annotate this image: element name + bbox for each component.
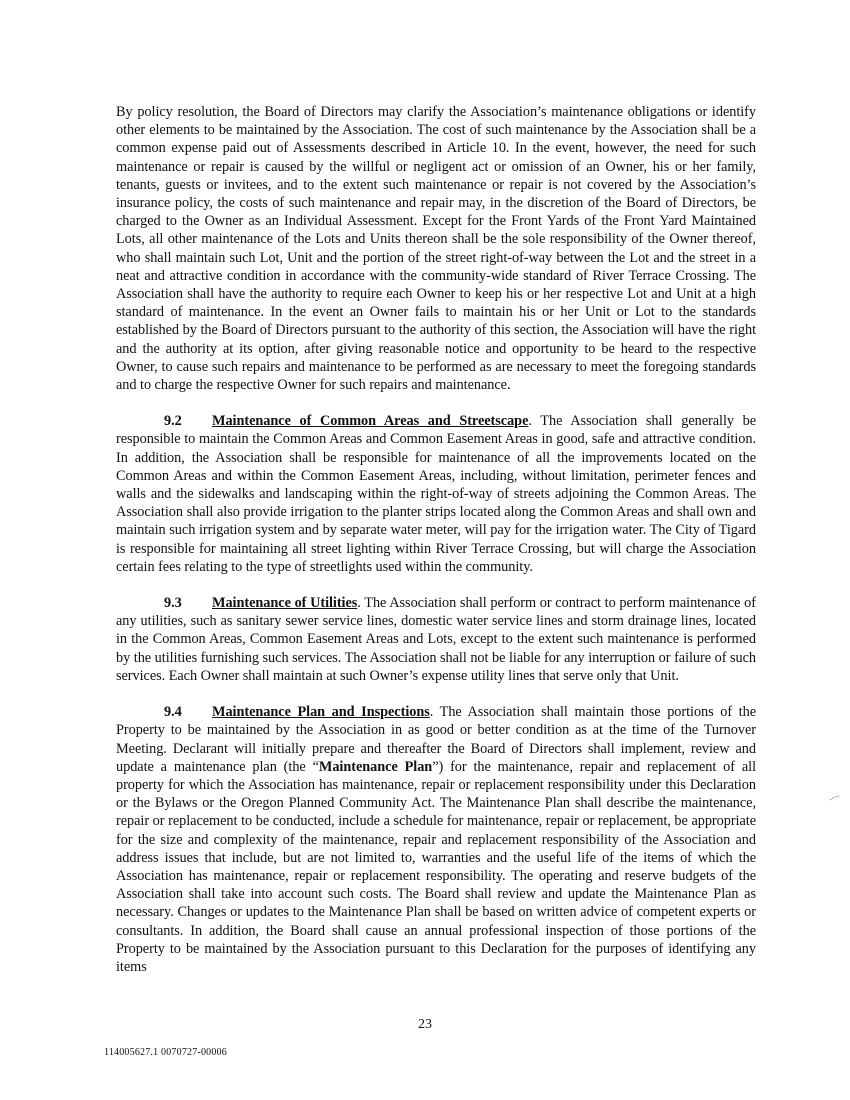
section-title: Maintenance Plan and Inspections — [212, 704, 430, 721]
document-id: 114005627.1 0070727-00006 — [104, 1047, 227, 1058]
section-9-2 — [116, 412, 756, 576]
section-body: . The Association shall maintain those portions of the Property to be maintained by the Association in as good or better condition as at the time of the Turnover Meeting. Declarant will initially prepare and thereafter the Board of Directors shall implement, review and update a maintenance plan (the “ — [116, 704, 756, 775]
stray-ink-mark — [829, 795, 841, 801]
section-body: . The Association shall generally be responsible to maintain the Common Areas and Common Easement Areas in good, safe and attractive condition. In addition, the Association shall be responsible for maintenance of all the improvements located on the Common Areas and within the Common Easement Areas, including, without limitation, perimeter fences and walls and the sidewalks and landscaping within the right-of-way of streets adjoining the Common Areas. The Association shall also provide irrigation to the planter strips located along the Common Areas and shall own and maintain such irrigation system and by separate water meter, will pay for the irrigation water. The City of Tigard is responsible for maintaining all street lighting within River Terrace Crossing, but will charge the Association certain fees relating to the type of streetlights used within the community. — [116, 413, 757, 575]
page-number: 23 — [418, 1017, 432, 1032]
section-number: 9.2 — [164, 413, 182, 430]
body-text — [116, 103, 756, 994]
section-number: 9.3 — [164, 595, 182, 612]
section-9-3 — [116, 594, 756, 685]
section-title: Maintenance of Common Areas and Streetscape — [212, 413, 529, 430]
section-title: Maintenance of Utilities — [212, 595, 358, 612]
defined-term: Maintenance Plan — [318, 758, 433, 775]
intro-paragraph: By policy resolution, the Board of Directors may clarify the Association’s maintenance obligations or identify other elements to be maintained by the Association. The cost of such maintenance by the Association shall be a common expense paid out of Assessments described in Article 10. In the event, however, the need for such maintenance or repair is caused by the willful or negligent act or omission of an Owner, his or her family, tenants, guests or invitees, and to the extent such maintenance or repair is not covered by the Association’s insurance policy, the costs of such maintenance and repair may, in the discretion of the Board of Directors, be charged to the Owner as an Individual Assessment. Except for the Front Yards of the Front Yard Maintained Lots, all other maintenance of the Lots and Units thereon shall be the sole responsibility of the Owner thereof, who shall maintain such Lot, Unit and the portion of the street right-of-way between the Lot and the street in a neat and attractive condition in accordance with the community-wide standard of River Terrace Crossing. The Association shall have the authority to require each Owner to keep his or her respective Lot and Unit at a high standard of maintenance. In the event an Owner fails to maintain his or her Unit or Lot to the standards established by the Board of Directors pursuant to the authority of this section, the Association will have the right and the authority at its option, after giving reasonable notice and opportunity to be heard to the respective Owner, to cause such repairs and maintenance to be performed as are necessary to meet the foregoing standards and to charge the respective Owner for such repairs and maintenance. — [116, 104, 756, 394]
section-body-continued: ”) for the maintenance, repair and replacement of all property for which the Association has maintenance, repair or replacement responsibility under this Declaration or the Bylaws or the Oregon Planned Community Act. The Maintenance Plan shall describe the maintenance, repair or replacement to be conducted, include a schedule for maintenance, repair or replacement, be appropriate for the size and complexity of the maintenance, repair and replacement responsibility of the Association and address issues that include, but are not limited to, warranties and the useful life of the items of which the Association has maintenance, repair or replacement responsibility. The operating and reserve budgets of the Association shall take into account such costs. The Board shall review and update the Maintenance Plan as necessary. Changes or updates to the Maintenance Plan shall be based on written advice of competent experts or consultants. In addition, the Board shall cause an annual professional inspection of those portions of the Property to be maintained by the Association pursuant to this Declaration for the purposes of identifying any items — [116, 758, 756, 975]
section-body: . The Association shall perform or contract to perform maintenance of any utilities, such as sanitary sewer service lines, domestic water service lines and storm drainage lines, located in the Common Areas, Common Easement Areas and Lots, except to the extent such maintenance is performed by the utilities furnishing such services. The Association shall not be liable for any interruption or failure of such services. Each Owner shall maintain at such Owner’s expense utility lines that serve only that Unit. — [116, 595, 756, 684]
section-9-4 — [116, 703, 756, 976]
section-number: 9.4 — [164, 704, 182, 721]
